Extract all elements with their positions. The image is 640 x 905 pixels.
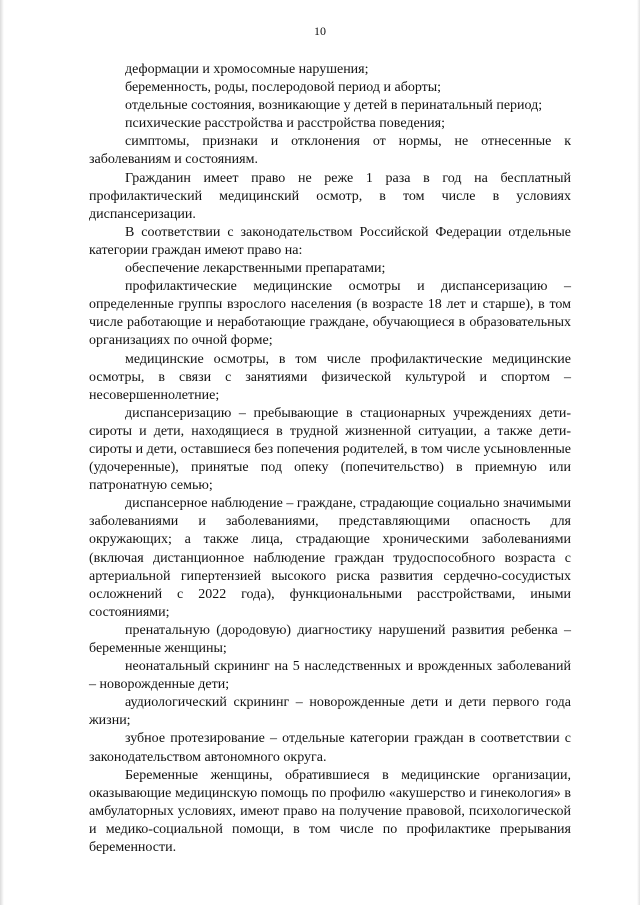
- paragraph: профилактические медицинские осмотры и диспансеризацию – определенные группы взрослого населения (в возрасте 18 лет и старше), в том числе работающие и неработающие граждане, обучающиеся в образовательных организациях по очной форме;: [89, 279, 571, 349]
- scan-edge-left: [0, 0, 4, 905]
- paragraph: аудиологический скрининг – новорожденные дети и дети первого года жизни;: [89, 695, 571, 729]
- paragraph: диспансерное наблюдение – граждане, страдающие социально значимыми заболеваниями и заболеваниями, представляющими опасность для окружающих; а также лица, страдающие хроническими заболеваниями (включая дистанционное наблюдение граждан трудоспособного возраста с артериальной гипертензией высокого риска развития сердечно-сосудистых осложнений с 2022 года), функциональными расстройствами, иными состояниями;: [89, 496, 571, 620]
- paragraph: обеспечение лекарственными препаратами;: [125, 261, 386, 277]
- page-number: 10: [314, 24, 326, 38]
- paragraph: Гражданин имеет право не реже 1 раза в год на бесплатный профилактический медицинский осмотр, в том числе в условиях диспансеризации.: [89, 170, 571, 222]
- paragraph: деформации и хромосомные нарушения;: [125, 62, 369, 77]
- document-body: [89, 61, 571, 857]
- paragraph: медицинские осмотры, в том числе профилактические медицинские осмотры, в связи с занятиями физической культурой и спортом – несовершеннолетние;: [89, 351, 571, 403]
- paragraph: психические расстройства и расстройства поведения;: [125, 116, 445, 132]
- paragraph: Беременные женщины, обратившиеся в медицинские организации, оказывающие медицинскую помощь по профилю «акушерство и гинекология» в амбулаторных условиях, имеют право на получение правовой, психологической и медико-социальной помощи, в том числе по профилактике прерывания беременности.: [89, 767, 571, 856]
- paragraph: В соответствии с законодательством Российской Федерации отдельные категории граждан имеют право на:: [89, 224, 571, 258]
- paragraph: симптомы, признаки и отклонения от нормы, не отнесенные к заболеваниям и состояниям.: [89, 134, 571, 168]
- paragraph: беременность, роды, послеродовой период и аборты;: [125, 80, 442, 96]
- paragraph: отдельные состояния, возникающие у детей в перинатальный период;: [125, 98, 543, 114]
- paragraph: неонатальный скрининг на 5 наследственных и врожденных заболеваний – новорожденные дети;: [89, 659, 571, 693]
- paragraph: пренатальную (дородовую) диагностику нарушений развития ребенка – беременные женщины;: [89, 622, 571, 656]
- paragraph: зубное протезирование – отдельные категории граждан в соответствии с законодательством автономного округа.: [89, 731, 571, 765]
- paragraph: диспансеризацию – пребывающие в стационарных учреждениях дети-сироты и дети, находящиеся в трудной жизненной ситуации, а также дети-сироты и дети, оставшиеся без попечения родителей, в том числе усыновленные (удочеренные), принятые под опеку (попечительство) в приемную или патронатную семью;: [89, 405, 571, 494]
